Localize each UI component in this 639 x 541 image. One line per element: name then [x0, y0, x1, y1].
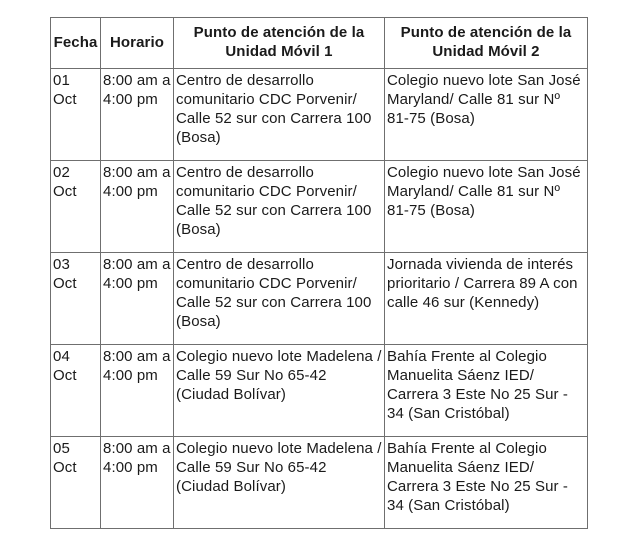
date-cell	[51, 69, 101, 161]
date-month: Oct	[53, 275, 77, 292]
location-unit-2-cell: Colegio nuevo lote San José Maryland/ Calle 81 sur Nº 81-75 (Bosa)	[385, 161, 588, 253]
mobile-unit-schedule-table	[50, 17, 588, 529]
location-unit-1-cell: Centro de desarrollo comunitario CDC Porvenir/ Calle 52 sur con Carrera 100 (Bosa)	[174, 253, 385, 345]
location-unit-2-cell: Bahía Frente al Colegio Manuelita Sáenz IED/ Carrera 3 Este No 25 Sur - 34 (San Cristóbal)	[385, 345, 588, 437]
location-unit-1-cell: Colegio nuevo lote Madelena / Calle 59 Sur No 65-42 (Ciudad Bolívar)	[174, 345, 385, 437]
header-punto-unidad-1: Punto de atención de la Unidad Móvil 1	[174, 18, 385, 69]
location-unit-1-cell: Centro de desarrollo comunitario CDC Porvenir/ Calle 52 sur con Carrera 100 (Bosa)	[174, 69, 385, 161]
date-cell	[51, 437, 101, 529]
table-row	[51, 161, 588, 253]
date-month: Oct	[53, 459, 77, 476]
table-row	[51, 253, 588, 345]
header-fecha: Fecha	[51, 18, 101, 69]
header-horario: Horario	[101, 18, 174, 69]
header-punto-unidad-2: Punto de atención de la Unidad Móvil 2	[385, 18, 588, 69]
date-cell	[51, 253, 101, 345]
location-unit-2-cell: Bahía Frente al Colegio Manuelita Sáenz IED/ Carrera 3 Este No 25 Sur - 34 (San Cristóbal)	[385, 437, 588, 529]
schedule-cell: 8:00 am a 4:00 pm	[101, 253, 174, 345]
schedule-cell: 8:00 am a 4:00 pm	[101, 437, 174, 529]
date-day: 05	[53, 440, 70, 457]
table-row	[51, 437, 588, 529]
location-unit-2-cell: Jornada vivienda de interés prioritario / Carrera 89 A con calle 46 sur (Kennedy)	[385, 253, 588, 345]
date-cell	[51, 161, 101, 253]
location-unit-1-cell: Centro de desarrollo comunitario CDC Porvenir/ Calle 52 sur con Carrera 100 (Bosa)	[174, 161, 385, 253]
date-month: Oct	[53, 91, 77, 108]
date-day: 04	[53, 348, 70, 365]
date-month: Oct	[53, 183, 77, 200]
header-row	[51, 18, 588, 69]
table-row	[51, 345, 588, 437]
schedule-cell: 8:00 am a 4:00 pm	[101, 69, 174, 161]
schedule-cell: 8:00 am a 4:00 pm	[101, 161, 174, 253]
date-day: 02	[53, 164, 70, 181]
table-row	[51, 69, 588, 161]
date-month: Oct	[53, 367, 77, 384]
location-unit-2-cell: Colegio nuevo lote San José Maryland/ Calle 81 sur Nº 81-75 (Bosa)	[385, 69, 588, 161]
date-day: 01	[53, 72, 70, 89]
date-day: 03	[53, 256, 70, 273]
schedule-cell: 8:00 am a 4:00 pm	[101, 345, 174, 437]
date-cell	[51, 345, 101, 437]
location-unit-1-cell: Colegio nuevo lote Madelena / Calle 59 Sur No 65-42 (Ciudad Bolívar)	[174, 437, 385, 529]
